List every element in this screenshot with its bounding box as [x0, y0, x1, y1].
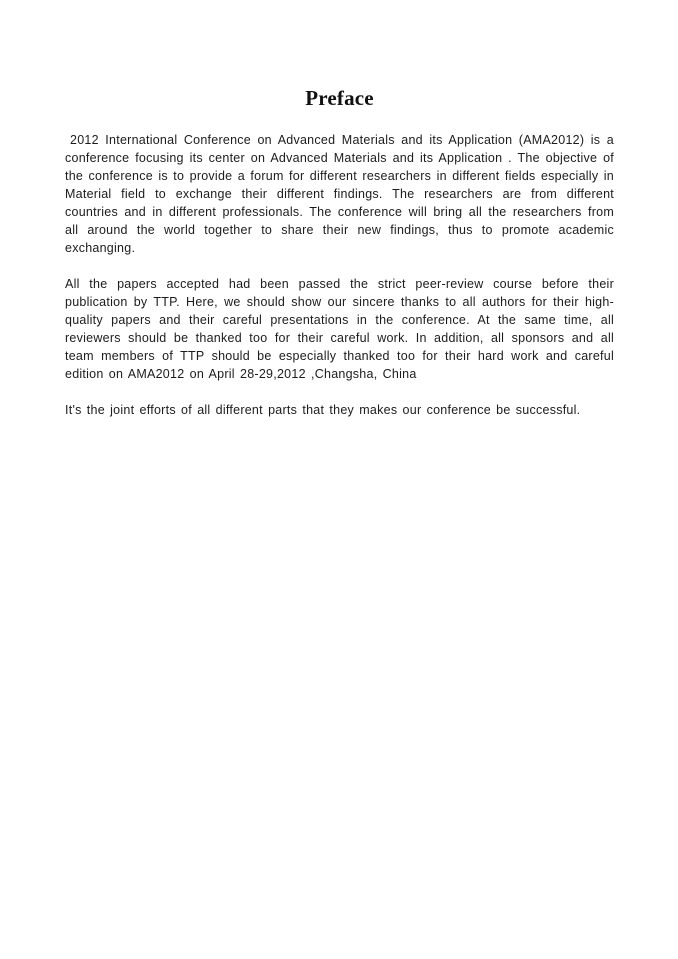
preface-paragraph-3: It's the joint efforts of all different parts that they makes our conference be successful.	[65, 403, 581, 417]
preface-paragraph-2: All the papers accepted had been passed the strict peer-review course before their publication by TTP. Here, we should show our sincere thanks to all authors for their high-quality papers and their careful presentations in the conference. At the same time, all reviewers should be thanked too for their careful work. In addition, all sponsors and all team members of TTP should be especially thanked too for their hard work and careful edition on AMA2012 on April 28-29,2012 ,Changsha, China	[65, 277, 614, 381]
page-title: Preface	[305, 86, 374, 110]
preface-paragraph-1: 2012 International Conference on Advanced Materials and its Application (AMA2012) is a conference focusing its center on Advanced Materials and its Application . The objective of the conference is to provide a forum for different researchers in different fields especially in Material field to exchange their different findings. The researchers are from different countries and in different professionals. The conference will bring all the researchers from all around the world together to share their new findings, thus to promote academic exchanging.	[65, 133, 614, 255]
